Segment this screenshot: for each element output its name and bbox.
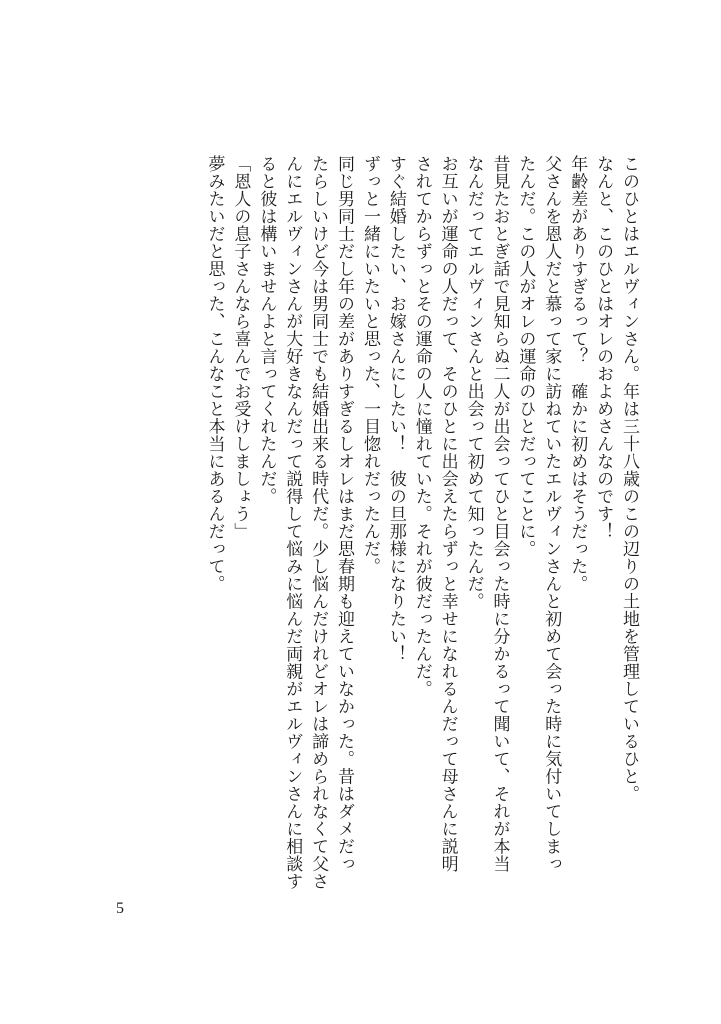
text-line: ずっと一緒にいたいと思った、一目惚れだったんだ。 <box>359 155 380 575</box>
text-line: 夢みたいだと思った、こんなこと本当にあるんだって。 <box>204 155 225 593</box>
text-line: 年齢差がありすぎるって？ 確かに初めはそうだった。 <box>567 155 588 593</box>
text-line: たらしいけど今は男同士でも結婚出来る時代だ。少し悩んだけれどオレは諦められなくて父さ <box>308 155 329 890</box>
page-number: 5 <box>116 900 124 917</box>
text-line: されてからずっとその運命の人に憧れていた。それが彼だったんだ。 <box>411 155 432 698</box>
text-line: 同じ男同士だし年の差がありすぎるしオレはまだ思春期も迎えていなかった。昔はダメだっ <box>334 155 355 873</box>
text-line: このひとはエルヴィンさん。年は三十八歳のこの辺りの土地を管理しているひと。 <box>619 155 639 803</box>
text-line: すぐ結婚したい、お嫁さんにしたい！ 彼の旦那様になりたい！ <box>385 155 406 663</box>
vertical-text-body <box>201 155 641 890</box>
text-line: んにエルヴィンさんが大好きなんだって説得して悩みに悩んだ両親がエルヴィンさんに相談す <box>282 155 303 890</box>
text-line: たんだ。この人がオレの運命のひとだってことに。 <box>515 155 536 558</box>
text-line: なんと、このひとはオレのおよめさんなのです！ <box>593 155 614 540</box>
text-line: 昔見たおとぎ話で見知らぬ二人が出会ってひと目会った時に分かるって聞いて、それが本当 <box>489 155 510 873</box>
text-line: 「恩人の息子さんなら喜んでお受けしましょう」 <box>230 155 251 540</box>
text-line: ると彼は構いませんよと言ってくれたんだ。 <box>256 155 277 505</box>
text-line: 父さんを恩人だと慕って家に訪ねていたエルヴィンさんと初めて会った時に気付いてしまっ <box>541 155 562 873</box>
text-line: なんだってエルヴィンさんと出会って初めて知ったんだ。 <box>463 155 484 610</box>
text-line: お互いが運命の人だって、そのひとに出会えたらずっと幸せになれるんだって母さんに説明 <box>437 155 458 873</box>
